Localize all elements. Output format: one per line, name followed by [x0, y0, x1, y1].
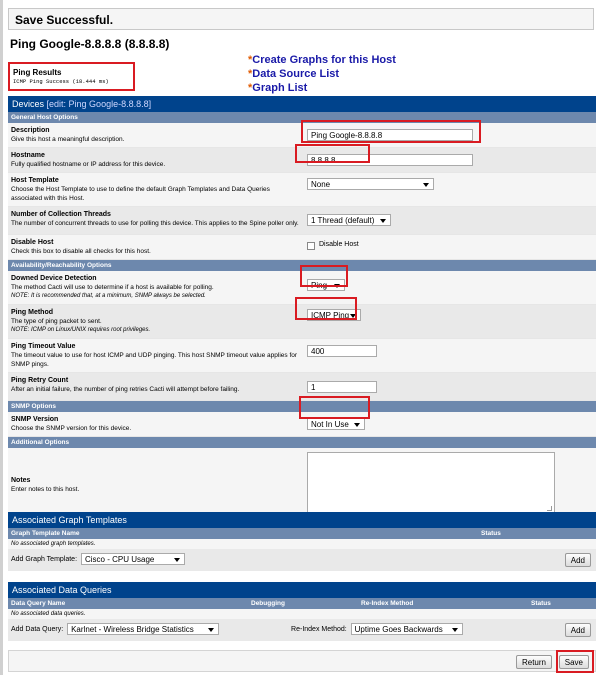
chevron-down-icon: [452, 628, 458, 632]
form-footer: [8, 650, 596, 672]
save-button[interactable]: Save: [559, 655, 589, 669]
graph-templates-header: Associated Graph Templates: [8, 512, 596, 528]
resize-grip-icon[interactable]: [547, 506, 552, 511]
threads-select[interactable]: 1 Thread (default): [307, 214, 391, 226]
add-data-query-label: Add Data Query:: [11, 625, 64, 633]
no-data-queries: No associated data queries.: [8, 609, 596, 619]
ping-timeout-input[interactable]: 400: [307, 345, 377, 357]
col-data-query-status: Status: [528, 598, 596, 609]
ping-results-title: Ping Results: [13, 68, 62, 77]
reindex-method-select[interactable]: Uptime Goes Backwards: [351, 623, 463, 635]
add-graph-template-button[interactable]: Add: [565, 553, 591, 567]
create-graphs-link[interactable]: *Create Graphs for this Host: [248, 54, 396, 66]
ping-results-status: ICMP Ping Success (18.444 ms): [13, 78, 109, 85]
chevron-down-icon: [174, 558, 180, 562]
description-input[interactable]: Ping Google-8.8.8.8: [307, 129, 473, 141]
section-general: General Host Options: [8, 112, 596, 123]
ping-method-select[interactable]: ICMP Ping: [307, 309, 361, 321]
chevron-down-icon: [208, 628, 214, 632]
section-snmp: SNMP Options: [8, 401, 596, 413]
ping-results-box: [8, 62, 135, 91]
chevron-down-icon: [350, 314, 356, 318]
notes-textarea[interactable]: [307, 452, 555, 514]
col-reindex-method: Re-Index Method: [358, 598, 528, 609]
chevron-down-icon: [334, 284, 340, 288]
ping-retry-input[interactable]: 1: [307, 381, 377, 393]
chevron-down-icon: [354, 423, 360, 427]
page-title: Ping Google-8.8.8.8 (8.8.8.8): [10, 37, 170, 51]
col-debugging: Debugging: [248, 598, 358, 609]
host-template-select[interactable]: None: [307, 178, 434, 190]
snmp-version-select[interactable]: Not In Use: [307, 418, 365, 430]
disable-host-checkbox[interactable]: [307, 242, 315, 250]
disable-host-checkbox-label: Disable Host: [319, 240, 359, 248]
data-queries-table: [8, 582, 596, 641]
return-button[interactable]: Return: [516, 655, 552, 669]
graph-list-link[interactable]: *Graph List: [248, 82, 308, 94]
no-graph-templates: No associated graph templates.: [8, 539, 596, 549]
reindex-method-label: Re-Index Method:: [291, 625, 347, 633]
section-additional: Additional Options: [8, 437, 596, 449]
devices-form: Devices [edit: Ping Google-8.8.8.8] General Host Options Description Give this host a meaningful description. Ping Google-8.8.8.8 Hostname Fully qualified hostname or IP address for this device. 8.8.8.8 Host Template Choose the Host Template to use to define the default Graph Templates and Data Queries associated with this Host. None Number of Collection Threads The number of concurrent threads to use for polling this device. This applies to the Spine poller only. 1 Thread (default) Disable Host Check this box to disable all checks for this host. Disable Host Availability/Reachability Options Downed Device Detection The method Cacti will use to determine if a host is available for polling. NOTE: It is recommended that, at a minimum, SNMP always be selected. Ping Ping Method The type of ping packet to sent. NOTE: ICMP on Linux/UNIX requires root privileges. ICMP Ping Ping Timeout Value The timeout value to use for host ICMP and UDP pinging. This host SNMP timeout value applies for SNMP pings. 400 Ping Retry Count After an initial failure, the number of ping retries Cacti will attempt before failing. 1 SNMP Options SNMP Version Choose the SNMP version for this device. Not In Use Additional Options Notes Enter notes to this host.: [8, 96, 596, 523]
save-message: Save Successful.: [8, 8, 594, 30]
data-queries-header: Associated Data Queries: [8, 582, 596, 598]
chevron-down-icon: [380, 219, 386, 223]
graph-template-select[interactable]: Cisco - CPU Usage: [81, 553, 185, 565]
data-query-select[interactable]: Karlnet - Wireless Bridge Statistics: [67, 623, 219, 635]
devices-header: Devices [edit: Ping Google-8.8.8.8]: [8, 96, 596, 112]
chevron-down-icon: [423, 183, 429, 187]
hostname-input[interactable]: 8.8.8.8: [307, 154, 473, 166]
graph-templates-table: [8, 512, 596, 571]
section-availability: Availability/Reachability Options: [8, 260, 596, 272]
add-data-query-button[interactable]: Add: [565, 623, 591, 637]
left-edge: [0, 0, 3, 675]
col-data-query-name: Data Query Name: [8, 598, 248, 609]
host-links: [248, 53, 396, 95]
add-graph-template-label: Add Graph Template:: [11, 555, 78, 563]
col-graph-template-status: Status: [478, 528, 596, 539]
data-source-list-link[interactable]: *Data Source List: [248, 68, 340, 80]
col-graph-template-name: Graph Template Name: [8, 528, 478, 539]
downed-detection-select[interactable]: Ping: [307, 279, 345, 291]
